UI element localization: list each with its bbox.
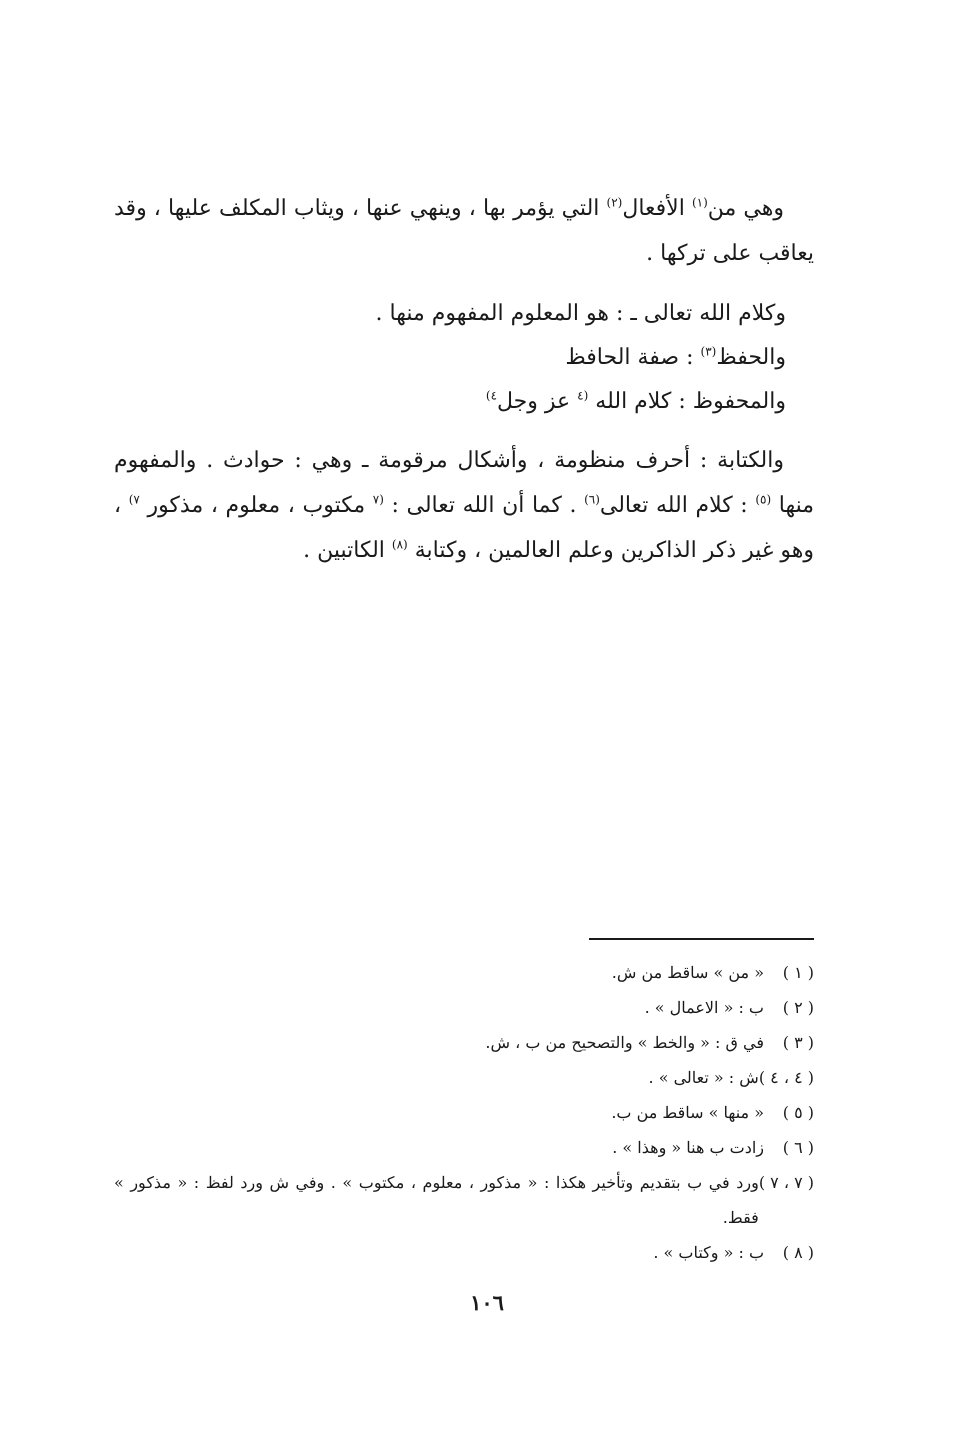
paragraph-writing [114, 438, 814, 573]
footnote-marker[interactable]: (٤ [577, 388, 589, 403]
paragraph-text: : كلام الله تعالى [599, 493, 756, 518]
footnote-item [114, 1095, 814, 1130]
footnote-number: ( ٦ ) [782, 1138, 814, 1157]
paragraph-text: مكتوب ، معلوم ، مذكور [139, 493, 373, 518]
footnote-item [114, 1060, 814, 1095]
footnote-marker[interactable]: ٧) [128, 492, 140, 507]
definition-text: والمحفوظ : كلام الله [588, 389, 786, 414]
footnote-item [114, 1165, 814, 1235]
paragraph-text: وهي من [707, 196, 784, 221]
footnote-text: ورد في ب بتقديم وتأخير هكذا : « مذكور ، معلوم ، مكتوب » . وفي ش ورد لفظ : « مذكور » فقط. [114, 1173, 759, 1227]
paragraph-text: الكاتبين . [303, 538, 392, 563]
footnote-marker[interactable]: (٧ [372, 492, 384, 507]
footnote-text: زادت ب هنا « وهذا » . [612, 1138, 764, 1157]
footnote-item [114, 1130, 814, 1165]
footnote-marker[interactable]: (١) [691, 195, 708, 210]
footnote-number: ( ٧ ، ٧ ) [758, 1173, 814, 1192]
footnote-item [114, 1025, 814, 1060]
page-number: ١٠٦ [470, 1290, 504, 1315]
definition-text: عز وجل [497, 389, 578, 414]
footnote-marker[interactable]: (٣) [700, 344, 717, 359]
footnote-divider [589, 938, 814, 940]
definition-text: وكلام الله تعالى ـ : هو المعلوم المفهوم منها . [375, 301, 786, 326]
footnote-text: « منها » ساقط من ب. [611, 1103, 764, 1122]
definition-text: والحفظ [716, 345, 786, 370]
footnote-marker[interactable]: (٥) [755, 492, 772, 507]
footnote-item [114, 1235, 814, 1270]
definition-text: : صفة الحافظ [565, 345, 701, 370]
definitions-block [114, 292, 814, 424]
footnote-text: ب : « الاعمال » . [644, 998, 764, 1017]
footnote-marker[interactable]: ٤) [485, 388, 498, 403]
footnote-text: في ق : « والخط » والتصحيح من ب ، ش. [485, 1033, 764, 1052]
footnote-text: « من » ساقط من ش. [611, 963, 764, 982]
definition-line [114, 292, 814, 336]
paragraph-text: والكتابة : أحرف منظومة ، وأشكال مرقومة ـ وهي : حوادث . والمفهوم منها [114, 448, 815, 518]
footnote-number: ( ٨ ) [782, 1243, 814, 1262]
footnote-number: ( ٥ ) [782, 1103, 814, 1122]
footnote-text: ب : « وكتاب » . [653, 1243, 764, 1262]
footnote-marker[interactable]: (٨) [391, 537, 408, 552]
paragraph-text: الأفعال [622, 196, 692, 221]
paragraph-actions [114, 186, 814, 276]
definition-line [114, 336, 814, 380]
footnote-number: ( ١ ) [782, 963, 814, 982]
footnote-number: ( ٤ ، ٤ ) [758, 1068, 814, 1087]
footnote-marker[interactable]: (٦) [584, 492, 600, 507]
footnote-item [114, 990, 814, 1025]
paragraph-text: التي يؤمر بها ، وينهي عنها ، ويثاب المكلف عليها ، وقد يعاقب على تركها . [114, 196, 814, 266]
footnotes-list [114, 955, 814, 1270]
footnote-number: ( ٣ ) [782, 1033, 814, 1052]
definition-line [114, 380, 814, 424]
paragraph-text: . كما أن الله تعالى : [383, 493, 585, 518]
footnote-item [114, 955, 814, 990]
paragraph-text: ، وهو غير ذكر الذاكرين وعلم العالمين ، وكتابة [114, 493, 814, 563]
footnote-marker[interactable]: (٢) [606, 195, 623, 210]
footnote-number: ( ٢ ) [782, 998, 814, 1017]
footnote-text: ش : « تعالى » . [648, 1068, 759, 1087]
